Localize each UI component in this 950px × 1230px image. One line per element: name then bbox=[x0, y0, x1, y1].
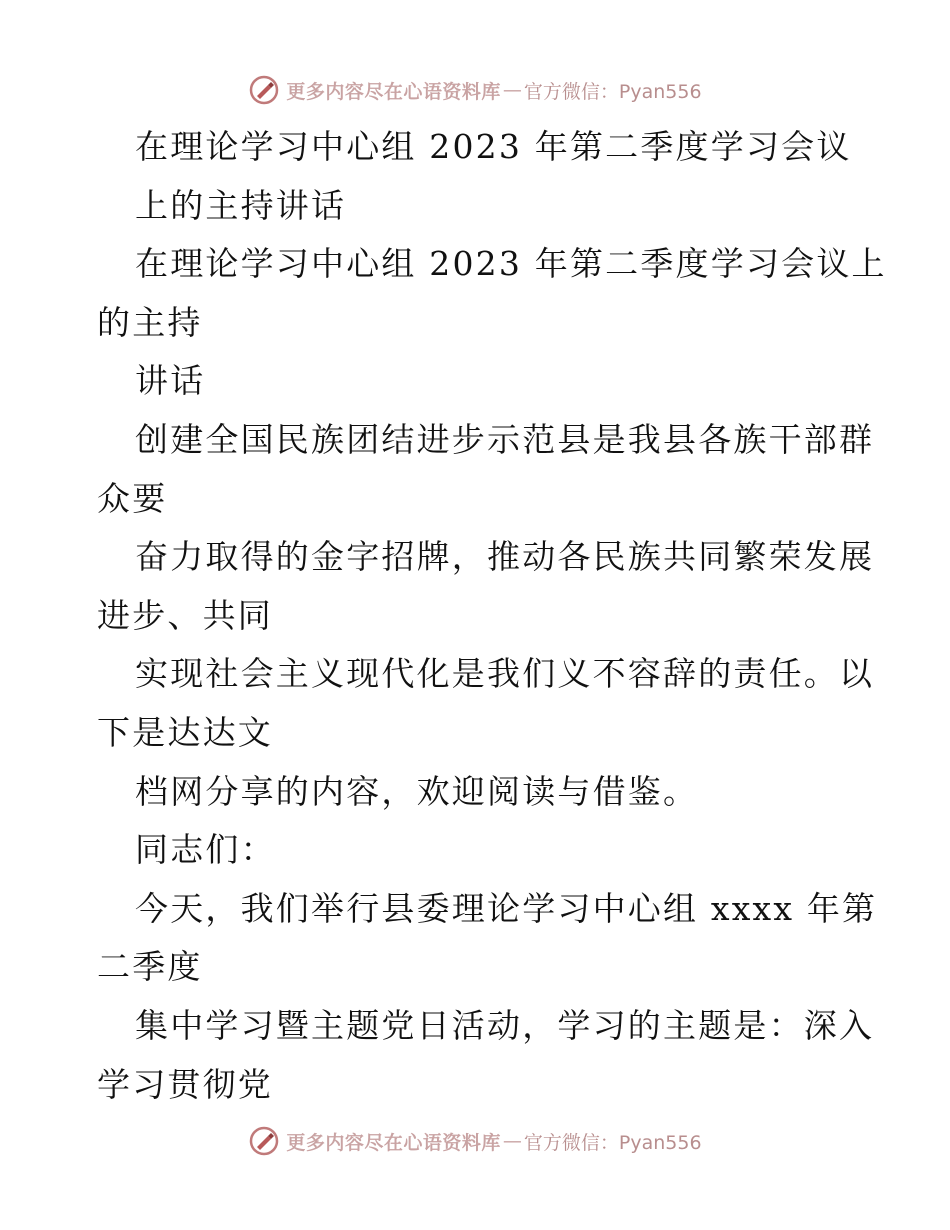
watermark-main-text: 更多内容尽在心语资料库 bbox=[286, 1131, 501, 1154]
watermark-dash: — bbox=[502, 1130, 522, 1152]
header-watermark bbox=[0, 70, 950, 110]
doc-line: 在理论学习中心组 2023 年第二季度学习会议 bbox=[135, 127, 852, 166]
watermark-main-text: 更多内容尽在心语资料库 bbox=[286, 80, 501, 103]
doc-line: 同志们： bbox=[135, 830, 276, 870]
doc-line: 学习贯彻党 bbox=[97, 1064, 273, 1104]
document-body bbox=[97, 118, 887, 1114]
doc-line: 集中学习暨主题党日活动，学习的主题是：深入 bbox=[135, 1005, 875, 1045]
doc-line: 今天，我们举行县委理论学习中心组 xxxx 年第 bbox=[135, 888, 878, 928]
watermark-dash: — bbox=[502, 79, 522, 101]
pen-logo-icon bbox=[248, 74, 280, 106]
doc-line: 二季度 bbox=[97, 947, 203, 987]
doc-line: 奋力取得的金字招牌，推动各民族共同繁荣发展 bbox=[135, 537, 875, 577]
doc-line: 实现社会主义现代化是我们义不容辞的责任。以 bbox=[135, 654, 875, 694]
watermark-wechat-text: 官方微信：Pyan556 bbox=[523, 1131, 702, 1154]
doc-line: 上的主持讲话 bbox=[135, 185, 347, 225]
doc-line: 在理论学习中心组 2023 年第二季度学习会议上 bbox=[135, 244, 887, 284]
doc-line: 下是达达文 bbox=[97, 712, 273, 752]
doc-line: 档网分享的内容，欢迎阅读与借鉴。 bbox=[135, 771, 699, 811]
doc-line: 讲话 bbox=[135, 361, 206, 401]
doc-line: 众要 bbox=[97, 478, 168, 518]
footer-watermark bbox=[0, 1121, 950, 1161]
pen-logo-icon bbox=[248, 1125, 280, 1157]
doc-line: 进步、共同 bbox=[97, 595, 273, 635]
doc-line: 创建全国民族团结进步示范县是我县各族干部群 bbox=[135, 419, 875, 459]
watermark-wechat-text: 官方微信：Pyan556 bbox=[523, 80, 702, 103]
doc-line: 的主持 bbox=[97, 302, 203, 342]
